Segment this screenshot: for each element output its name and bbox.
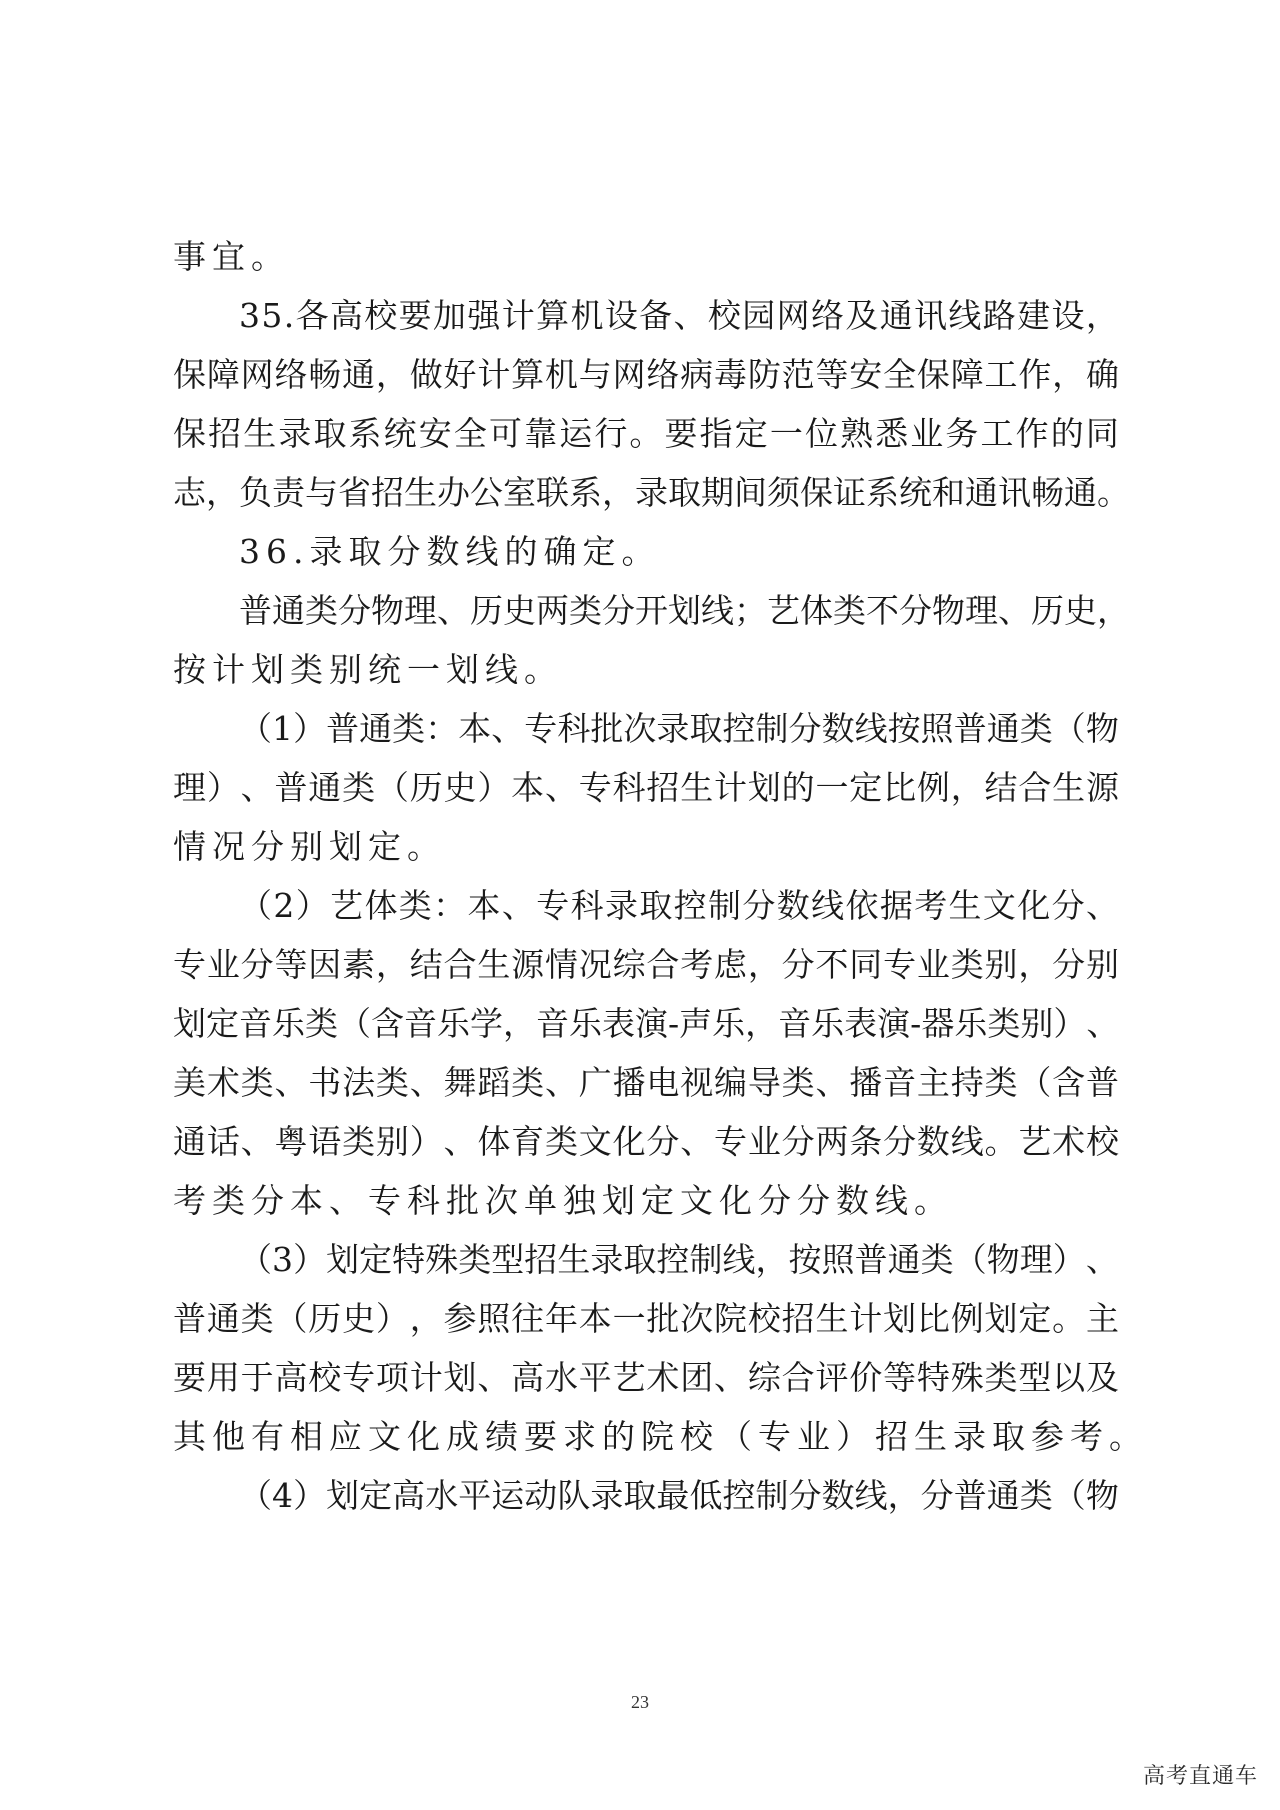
text-line: 美 术 类 、 书 法 类 、 舞 蹈 类 、 广 播 电 视 编 导 类 、 播 音 主 持 类 （ 含 普 bbox=[173, 1063, 1119, 1102]
text-line: 36.录取分数线的确定。 bbox=[239, 532, 661, 571]
text-line: 通 话 、 粤 语 类 别 ） 、 体 育 类 文 化 分 、 专 业 分 两 条 分 数 线 。 艺 术 校 bbox=[173, 1122, 1119, 1161]
watermark-text: 高考直通车 bbox=[1142, 1764, 1258, 1789]
page-number: 23 bbox=[631, 1692, 649, 1712]
text-line: 事宜。 bbox=[173, 237, 290, 276]
text-line: 考类分本、专科批次单独划定文化分分数线。 bbox=[173, 1181, 953, 1220]
text-line: （ 3 ） 划 定 特 殊 类 型 招 生 录 取 控 制 线 ， 按 照 普 通 类 （ 物 理 ） 、 bbox=[239, 1240, 1119, 1279]
text-line: （ 4 ） 划 定 高 水 平 运 动 队 录 取 最 低 控 制 分 数 线 ， 分 普 通 类 （ 物 bbox=[239, 1476, 1119, 1515]
text-line: （ 2 ） 艺 体 类 ： 本 、 专 科 录 取 控 制 分 数 线 依 据 考 生 文 化 分 、 bbox=[239, 886, 1119, 925]
text-line: 划 定 音 乐 类 （ 含 音 乐 学 ， 音 乐 表 演 - 声 乐 ， 音 乐 表 演 - 器 乐 类 别 ） 、 bbox=[173, 1004, 1120, 1043]
document-body bbox=[173, 227, 1148, 1525]
text-line: 普 通 类 分 物 理 、 历 史 两 类 分 开 划 线 ； 艺 体 类 不 分 物 理 、 历 史 ， bbox=[239, 591, 1130, 630]
text-line: 保 招 生 录 取 系 统 安 全 可 靠 运 行 。 要 指 定 一 位 熟 悉 业 务 工 作 的 同 bbox=[173, 414, 1119, 453]
text-line: 理 ） 、 普 通 类 （ 历 史 ） 本 、 专 科 招 生 计 划 的 一 定 比 例 ， 结 合 生 源 bbox=[173, 768, 1119, 807]
text-line: 专 业 分 等 因 素 ， 结 合 生 源 情 况 综 合 考 虑 ， 分 不 同 专 业 类 别 ， 分 别 bbox=[173, 945, 1119, 984]
text-line: 按计划类别统一划线。 bbox=[173, 650, 563, 689]
text-line: （ 1 ） 普 通 类 ： 本 、 专 科 批 次 录 取 控 制 分 数 线 按 照 普 通 类 （ 物 bbox=[239, 709, 1119, 748]
text-line: 志 ， 负 责 与 省 招 生 办 公 室 联 系 ， 录 取 期 间 须 保 证 系 统 和 通 讯 畅 通 。 bbox=[173, 473, 1130, 512]
text-line: 保 障 网 络 畅 通 ， 做 好 计 算 机 与 网 络 病 毒 防 范 等 安 全 保 障 工 作 ， 确 bbox=[173, 355, 1119, 394]
text-line: 普 通 类 （ 历 史 ） ， 参 照 往 年 本 一 批 次 院 校 招 生 计 划 比 例 划 定 。 主 bbox=[173, 1299, 1119, 1338]
text-line: 要 用 于 高 校 专 项 计 划 、 高 水 平 艺 术 团 、 综 合 评 价 等 特 殊 类 型 以 及 bbox=[173, 1358, 1119, 1397]
text-line: 3 5 . 各 高 校 要 加 强 计 算 机 设 备 、 校 园 网 络 及 通 讯 线 路 建 设 ， bbox=[239, 296, 1119, 335]
text-line: 情况分别划定。 bbox=[173, 827, 446, 866]
text-line: 其他有相应文化成绩要求的院校（专业）招生录取参考。 bbox=[173, 1417, 1148, 1456]
